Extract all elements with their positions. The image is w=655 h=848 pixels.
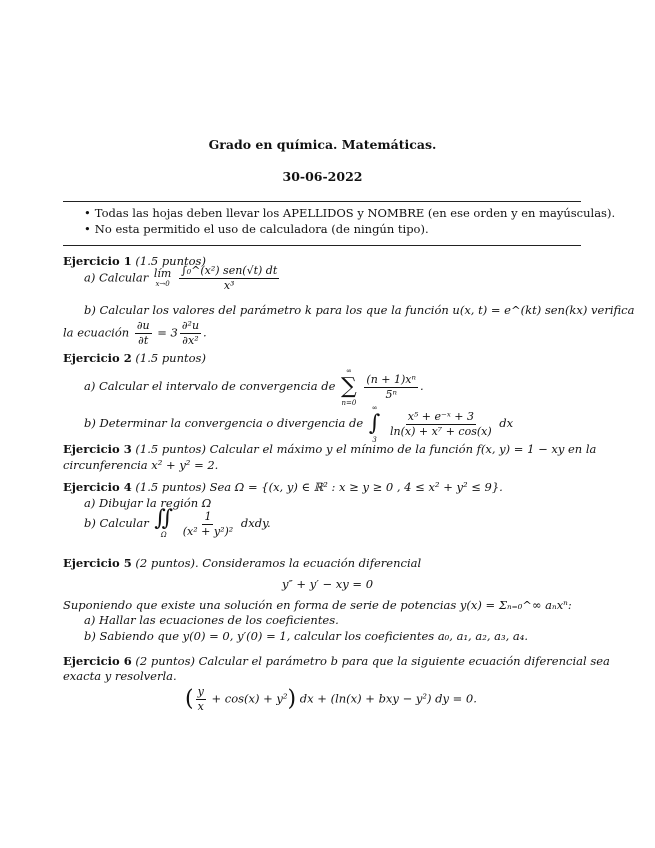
ex5-equation: y″ + y′ − xy = 0	[281, 577, 374, 591]
ex5-heading: Ejercicio 5 (2 puntos). Consideramos la ecuación diferencial	[63, 556, 422, 570]
ex3-line2: circunferencia x² + y² = 2.	[63, 458, 219, 472]
ex6-equation: ( $\frac{y}{x}$ + cos(x) + y²) dx + (ln(x) + bxy − y²) dy = 0.	[185, 685, 477, 713]
exam-date: 30-06-2022	[282, 169, 363, 184]
ex6-line1: Ejercicio 6 (2 puntos) Calcular el parámetro b para que la siguiente ecuación diferencial sea	[63, 654, 610, 668]
instruction-item: • No esta permitido el uso de calculadora (de ningún tipo).	[84, 222, 429, 236]
integral-operator: ∞ ∫ 3	[368, 404, 381, 444]
ex2-a: a) Calcular el intervalo de convergencia de ∞ ∑ n=0 $\frac{\text{(n + 1)xⁿ}}{\text{5ⁿ}}$ .	[84, 367, 424, 407]
ex1-b-equation: la ecuación $\frac{\partial u}{\partial t}$ = 3 $\frac{\text{∂²u}}{\text{∂x²}}$ .	[63, 319, 207, 347]
sum-operator: ∞ ∑ n=0	[341, 367, 357, 407]
bullet-icon: •	[84, 222, 91, 236]
ex4-a: a) Dibujar la región Ω	[84, 496, 212, 510]
ex1-b: b) Calcular los valores del parámetro k para los que la función u(x, t) = e^(kt) sen(kx) verifica	[84, 303, 635, 317]
ex2-b: b) Determinar la convergencia o divergencia de ∞ ∫ 3 $\frac{\text{x⁵ + e⁻ˣ + 3}}{\text{ln(x) + x⁷ + cos(x)}}$ dx	[84, 404, 514, 444]
exam-title: Grado en química. Matemáticas.	[208, 137, 437, 152]
ex1-a: a) Calcular lím x→0 $\frac{\text{∫₀\textasciicircum{}(x²) sen(√t) dt}}{\text{x³}}$	[84, 264, 278, 292]
ex5-b: b) Sabiendo que y(0) = 0, y′(0) = 1, calcular los coeficientes a₀, a₁, a₂, a₃, a₄.	[84, 629, 529, 643]
bottom-divider	[63, 245, 581, 246]
ex5-line1: Suponiendo que existe una solución en forma de serie de potencias y(x) = Σₙ₌₀^∞ aₙxⁿ:	[63, 598, 572, 612]
instruction-item: • Todas las hojas deben llevar los APELLIDOS y NOMBRE (en ese orden y en mayúsculas).	[84, 206, 616, 220]
ex2-heading: Ejercicio 2 (1.5 puntos)	[63, 351, 206, 365]
ex5-a: a) Hallar las ecuaciones de los coeficientes.	[84, 613, 339, 627]
bullet-icon: •	[84, 206, 91, 220]
ex1-heading: Ejercicio 1 (1.5 puntos)	[63, 254, 206, 268]
ex6-line2: exacta y resolverla.	[63, 669, 177, 683]
ex4-line1: Ejercicio 4 (1.5 puntos) Sea Ω = {(x, y) ∈ ℝ² : x ≥ y ≥ 0 , 4 ≤ x² + y² ≤ 9}.	[63, 480, 503, 494]
double-integral-operator: ∬ Ω	[154, 506, 174, 539]
ex4-b: b) Calcular ∬ Ω $\frac{1}{\text{(x² + y²)²}}$ dxdy.	[84, 506, 271, 539]
ex3-line1: Ejercicio 3 (1.5 puntos) Calcular el máximo y el mínimo de la función f(x, y) = 1 − xy en la	[63, 442, 597, 456]
limit-operator: lím x→0	[153, 266, 172, 288]
ex1-a-fraction: $\frac{\text{∫₀\textasciicircum{}(x²) sen(√t) dt}}{\text{x³}}$	[181, 264, 278, 292]
top-divider	[63, 201, 581, 202]
